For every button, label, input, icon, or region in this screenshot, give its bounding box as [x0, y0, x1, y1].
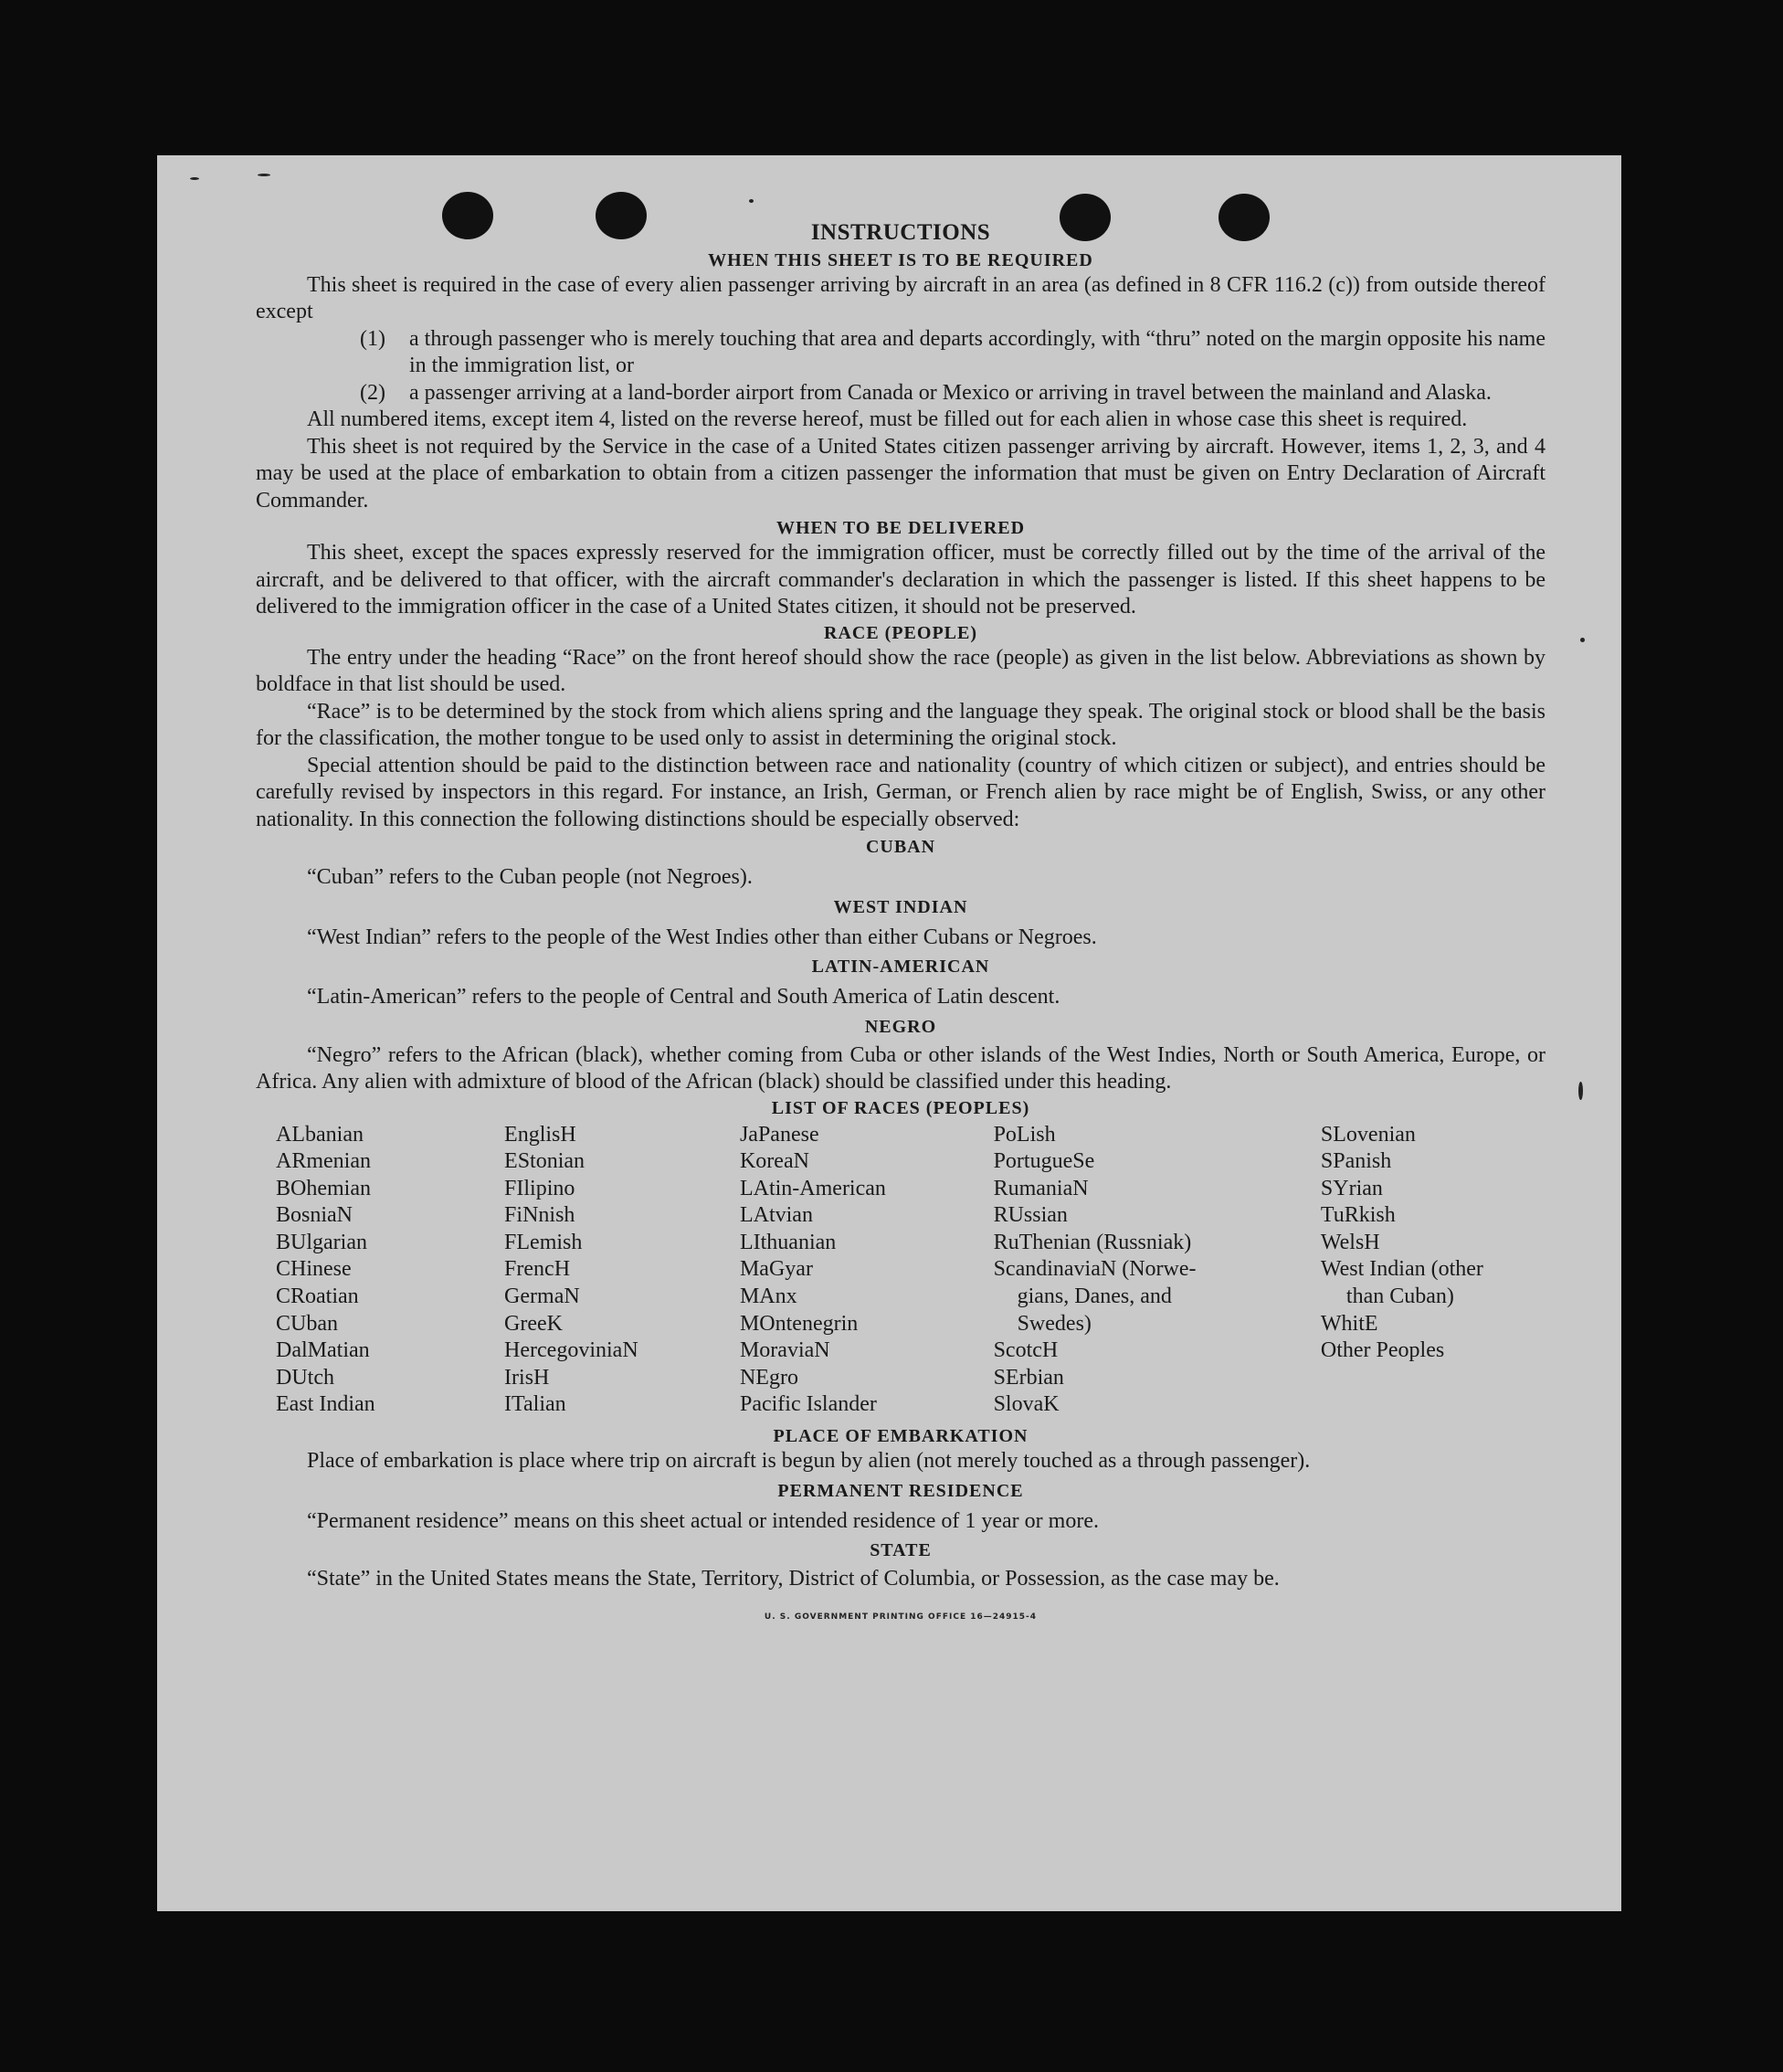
race-entry: ScotcH: [993, 1338, 1059, 1363]
race-entry: ITalian: [504, 1392, 566, 1417]
section-heading: LIST OF RACES (PEOPLES): [771, 1097, 1030, 1118]
race-entry: West Indian (other: [1320, 1257, 1483, 1282]
race-entry: RumaniaN: [993, 1176, 1089, 1200]
races-column: [1321, 1122, 1546, 1420]
race-entry: TuRkish: [1320, 1203, 1396, 1228]
item-number: (1): [360, 326, 385, 351]
section-heading: PLACE OF EMBARKATION: [773, 1426, 1029, 1447]
section-heading: STATE: [870, 1540, 932, 1561]
paragraph: “Cuban” refers to the Cuban people (not Negroes).: [307, 865, 753, 889]
paragraph: “Race” is to be determined by the stock from which aliens spring and the language they speak. The original stock or blood shall be the basis for the classification, the mother tongue to be used only to assist in determining the original stock.: [256, 699, 1546, 750]
race-entry: LAtvian: [739, 1203, 813, 1228]
race-entry: ARmenian: [276, 1149, 371, 1174]
page-title: INSTRUCTIONS: [810, 220, 991, 245]
paragraph: “West Indian” refers to the people of the West Indies other than either Cubans or Negroes.: [307, 925, 1097, 949]
race-entry: GreeK: [504, 1311, 564, 1336]
speck: [749, 199, 754, 203]
speck: [258, 174, 270, 176]
race-entry: SLovenian: [1320, 1122, 1416, 1147]
race-entry: gians, Danes, and: [1017, 1284, 1172, 1309]
race-entry: CHinese: [276, 1257, 352, 1282]
item-text: a passenger arriving at a land-border airport from Canada or Mexico or arriving in travel between the mainland and Alaska.: [409, 380, 1492, 405]
item-text: a through passenger who is merely touching that area and departs accordingly, with “thru” noted on the margin opposite his name in the immigration list, or: [409, 326, 1546, 377]
race-entry: FrencH: [504, 1257, 571, 1282]
race-entry: Pacific Islander: [739, 1392, 877, 1417]
race-entry: EnglisH: [504, 1122, 576, 1147]
race-entry: SYrian: [1320, 1176, 1383, 1200]
races-list: [256, 1122, 1546, 1420]
printer-imprint: U. S. GOVERNMENT PRINTING OFFICE 16—24915-4: [764, 1612, 1038, 1622]
section-heading: WHEN THIS SHEET IS TO BE REQUIRED: [708, 249, 1093, 270]
race-entry: GermaN: [504, 1284, 580, 1309]
paragraph: Special attention should be paid to the distinction between race and nationality (country of which citizen or subject), and entries should be carefully revised by inspectors in this regard. For instance, an Irish, German, or French alien by race might be of English, Swiss, or any other nationality. In this connection the following distinctions should be especially observed:: [256, 753, 1546, 831]
paragraph: Place of embarkation is place where trip on aircraft is begun by alien (not merely touched as a through passenger).: [307, 1449, 1311, 1474]
instructions-content: [256, 219, 1546, 1631]
race-entry: PoLish: [993, 1122, 1056, 1147]
race-entry: East Indian: [276, 1392, 375, 1417]
paragraph: The entry under the heading “Race” on the front hereof should show the race (people) as given in the list below. Abbreviations as shown by boldface in that list should be used.: [256, 645, 1546, 696]
races-column: [504, 1122, 740, 1420]
races-column: [276, 1122, 504, 1420]
race-entry: SlovaK: [993, 1392, 1060, 1417]
race-entry: IrisH: [504, 1365, 550, 1390]
race-entry: CUban: [276, 1311, 338, 1336]
section-heading: PERMANENT RESIDENCE: [777, 1480, 1024, 1501]
race-entry: NEgro: [739, 1365, 798, 1390]
speck: [1578, 1082, 1583, 1100]
speck: [1580, 638, 1585, 642]
race-entry: WhitE: [1320, 1311, 1378, 1336]
race-entry: ScandinaviaN (Norwe-: [993, 1257, 1197, 1282]
race-entry: HercegoviniaN: [504, 1338, 638, 1363]
race-entry: FLemish: [504, 1230, 583, 1254]
races-column: [740, 1122, 994, 1420]
race-entry: WelsH: [1320, 1230, 1380, 1254]
race-entry: LAtin-American: [739, 1176, 886, 1200]
race-entry: SPanish: [1320, 1149, 1392, 1174]
race-entry: FIlipino: [504, 1176, 575, 1200]
paragraph: All numbered items, except item 4, listed on the reverse hereof, must be filled out for each alien in whose case this sheet is required.: [307, 407, 1468, 431]
section-heading: WHEN TO BE DELIVERED: [775, 518, 1026, 538]
race-entry: BUlgarian: [276, 1230, 367, 1254]
race-entry: BosniaN: [276, 1203, 353, 1228]
document-sheet: [157, 155, 1621, 1911]
race-entry: DUtch: [276, 1365, 334, 1390]
item-number: (2): [360, 380, 385, 405]
race-entry: BOhemian: [276, 1176, 371, 1200]
race-entry: CRoatian: [276, 1284, 359, 1309]
race-entry: MaGyar: [739, 1257, 813, 1282]
paragraph: “State” in the United States means the State, Territory, District of Columbia, or Possession, as the case may be.: [307, 1567, 1280, 1591]
speck: [190, 177, 199, 180]
section-heading: LATIN-AMERICAN: [811, 957, 990, 977]
race-entry: than Cuban): [1345, 1284, 1454, 1309]
paragraph: This sheet is not required by the Service in the case of a United States citizen passenger arriving by aircraft. However, items 1, 2, 3, and 4 may be used at the place of embarkation to obtain from a citizen passenger the information that must be given on Entry Declaration of Aircraft Commander.: [256, 434, 1546, 513]
list-item: [360, 380, 1546, 407]
race-entry: Swedes): [1017, 1311, 1092, 1336]
paragraph: This sheet, except the spaces expressly reserved for the immigration officer, must be correctly filled out by the time of the arrival of the aircraft, and be delivered to that officer, with the aircraft commander's declaration in which the passenger is listed. If this sheet happens to be delivered to the immigration officer in the case of a United States citizen, it should not be preserved.: [256, 541, 1546, 618]
paragraph: “Latin-American” refers to the people of Central and South America of Latin descent.: [307, 985, 1060, 1009]
section-heading: CUBAN: [865, 837, 936, 857]
race-entry: JaPanese: [739, 1122, 819, 1147]
race-entry: SErbian: [993, 1365, 1064, 1390]
race-entry: MAnx: [739, 1284, 797, 1309]
race-entry: DalMatian: [276, 1338, 370, 1363]
list-item: [360, 326, 1546, 380]
section-heading: RACE (PEOPLE): [824, 622, 977, 643]
paragraph: “Permanent residence” means on this sheet actual or intended residence of 1 year or more.: [307, 1508, 1099, 1533]
race-entry: FiNnish: [504, 1203, 575, 1228]
race-entry: Other Peoples: [1320, 1338, 1445, 1363]
section-heading: NEGRO: [864, 1016, 937, 1037]
section-heading: WEST INDIAN: [833, 896, 968, 917]
race-entry: MoraviaN: [739, 1338, 830, 1363]
race-entry: LIthuanian: [739, 1230, 837, 1254]
paragraph: “Negro” refers to the African (black), whether coming from Cuba or other islands of the West Indies, North or South America, Europe, or Africa. Any alien with admixture of blood of the African (black) should be classified under this heading.: [256, 1042, 1546, 1094]
race-entry: RUssian: [993, 1203, 1068, 1228]
race-entry: KoreaN: [739, 1149, 809, 1174]
race-entry: PortugueSe: [993, 1149, 1095, 1174]
race-entry: EStonian: [504, 1149, 586, 1174]
races-column: [994, 1122, 1321, 1420]
race-entry: RuThenian (Russniak): [993, 1230, 1192, 1254]
race-entry: ALbanian: [276, 1122, 364, 1147]
race-entry: MOntenegrin: [739, 1311, 859, 1336]
paragraph: This sheet is required in the case of every alien passenger arriving by aircraft in an area (as defined in 8 CFR 116.2 (c)) from outside thereof except: [256, 272, 1546, 323]
